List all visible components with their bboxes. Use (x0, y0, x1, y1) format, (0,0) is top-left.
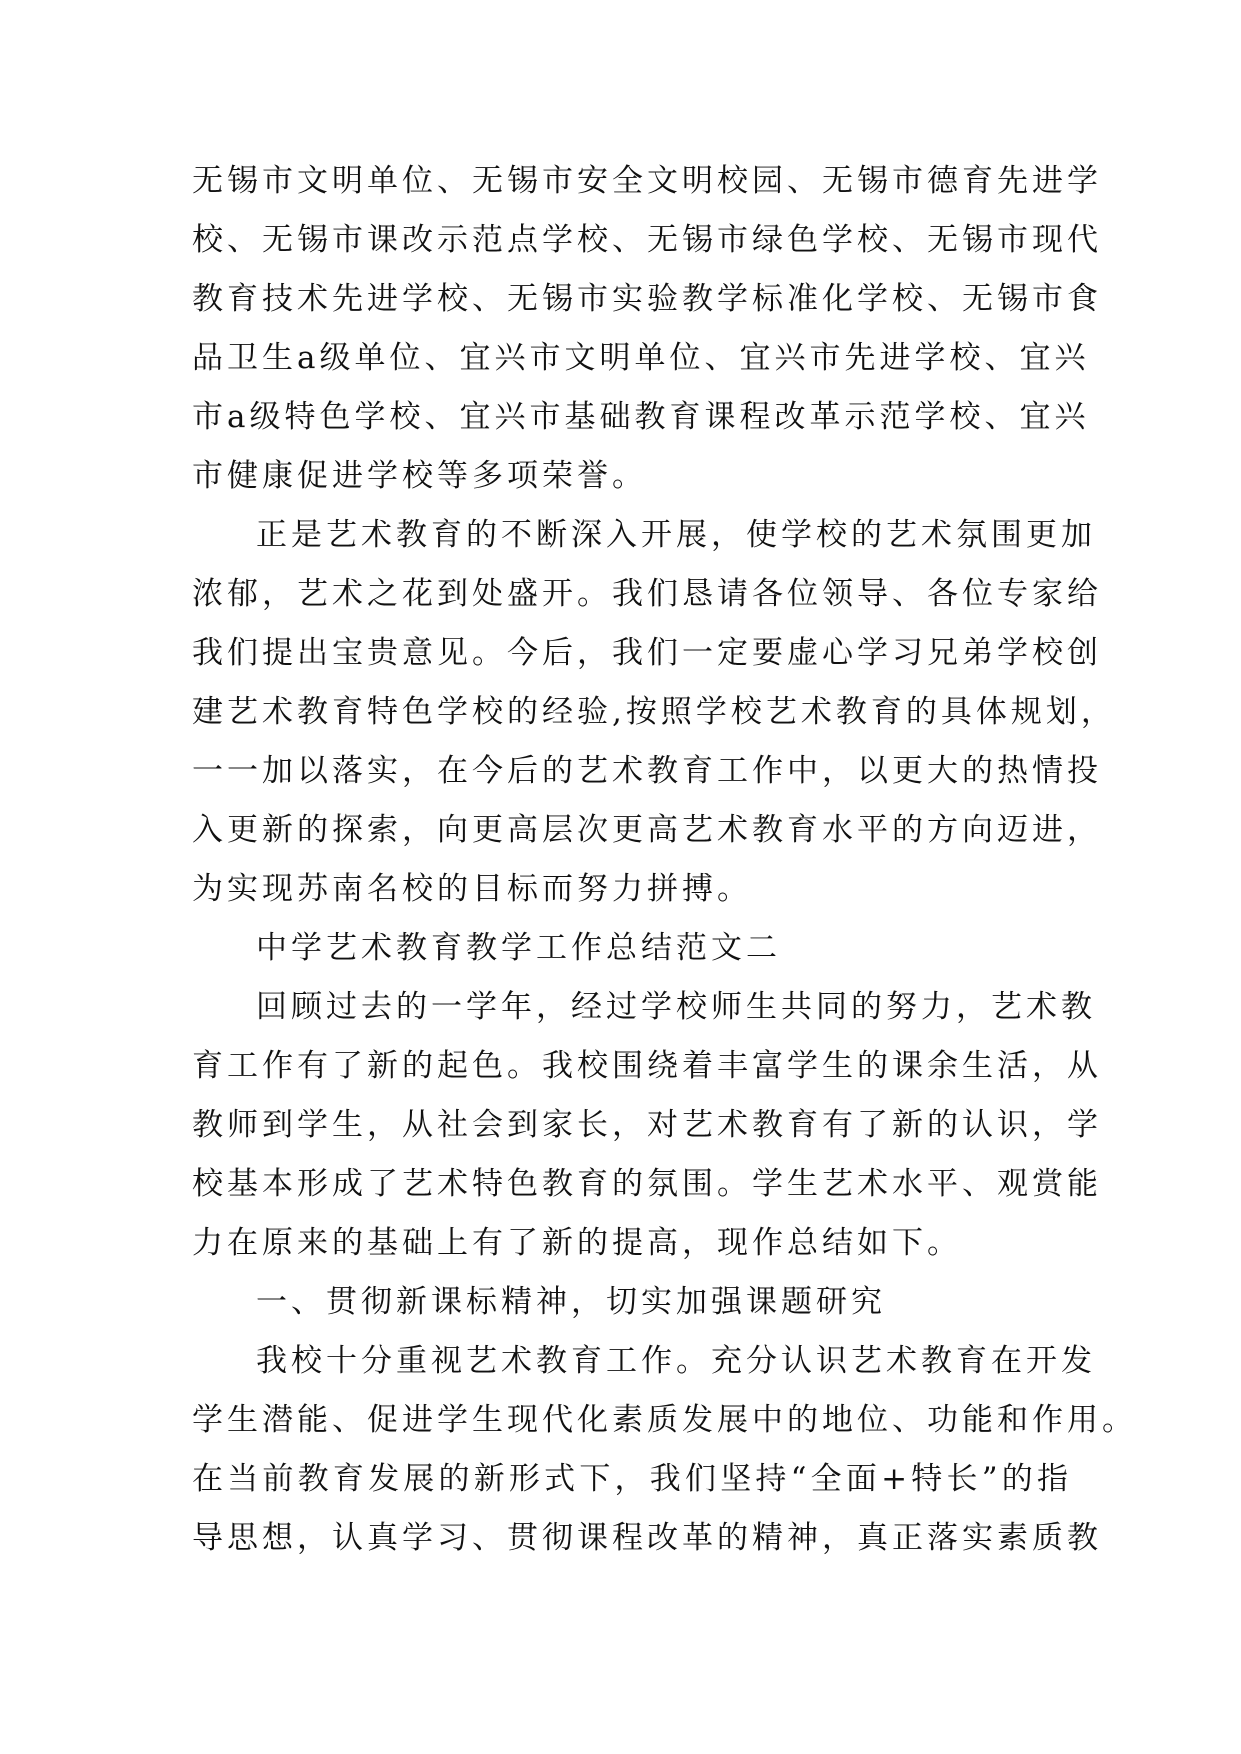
text-line: 为实现苏南名校的目标而努力拼搏。 (192, 871, 752, 907)
text-line: 品卫生a级单位、宜兴市文明单位、宜兴市先进学校、宜兴 (192, 340, 1090, 376)
text-line: 市a级特色学校、宜兴市基础教育课程改革示范学校、宜兴 (192, 399, 1090, 435)
text-line: 校基本形成了艺术特色教育的氛围。学生艺术水平、观赏能 (192, 1166, 1102, 1202)
text-line: 在当前教育发展的新形式下，我们坚持“全面+特长”的指 (192, 1461, 1072, 1497)
text-line: 力在原来的基础上有了新的提高，现作总结如下。 (192, 1225, 962, 1261)
text-line: 正是艺术教育的不断深入开展，使学校的艺术氛围更加 (256, 517, 1096, 553)
text-line: 教师到学生，从社会到家长，对艺术教育有了新的认识，学 (192, 1107, 1102, 1143)
text-line: 浓郁，艺术之花到处盛开。我们恳请各位领导、各位专家给 (192, 576, 1102, 612)
text-line: 市健康促进学校等多项荣誉。 (192, 458, 647, 494)
text-line: 教育技术先进学校、无锡市实验教学标准化学校、无锡市食 (192, 281, 1102, 317)
text-line: 回顾过去的一学年，经过学校师生共同的努力，艺术教 (256, 989, 1096, 1025)
text-line: 我校十分重视艺术教育工作。充分认识艺术教育在开发 (256, 1343, 1096, 1379)
text-line: 导思想，认真学习、贯彻课程改革的精神，真正落实素质教 (192, 1520, 1102, 1556)
text-line: 我们提出宝贵意见。今后，我们一定要虚心学习兄弟学校创 (192, 635, 1102, 671)
text-line: 入更新的探索，向更高层次更高艺术教育水平的方向迈进， (192, 812, 1102, 848)
text-line: 建艺术教育特色学校的经验,按照学校艺术教育的具体规划， (192, 694, 1116, 730)
section-title: 中学艺术教育教学工作总结范文二 (256, 930, 781, 966)
text-line: 校、无锡市课改示范点学校、无锡市绿色学校、无锡市现代 (192, 222, 1102, 258)
document-body (192, 152, 1137, 1568)
text-line: 一一加以落实，在今后的艺术教育工作中，以更大的热情投 (192, 753, 1102, 789)
text-line: 育工作有了新的起色。我校围绕着丰富学生的课余生活，从 (192, 1048, 1102, 1084)
text-line: 学生潜能、促进学生现代化素质发展中的地位、功能和作用。 (192, 1402, 1137, 1438)
text-line: 无锡市文明单位、无锡市安全文明校园、无锡市德育先进学 (192, 163, 1102, 199)
subheading: 一、贯彻新课标精神，切实加强课题研究 (256, 1284, 886, 1320)
